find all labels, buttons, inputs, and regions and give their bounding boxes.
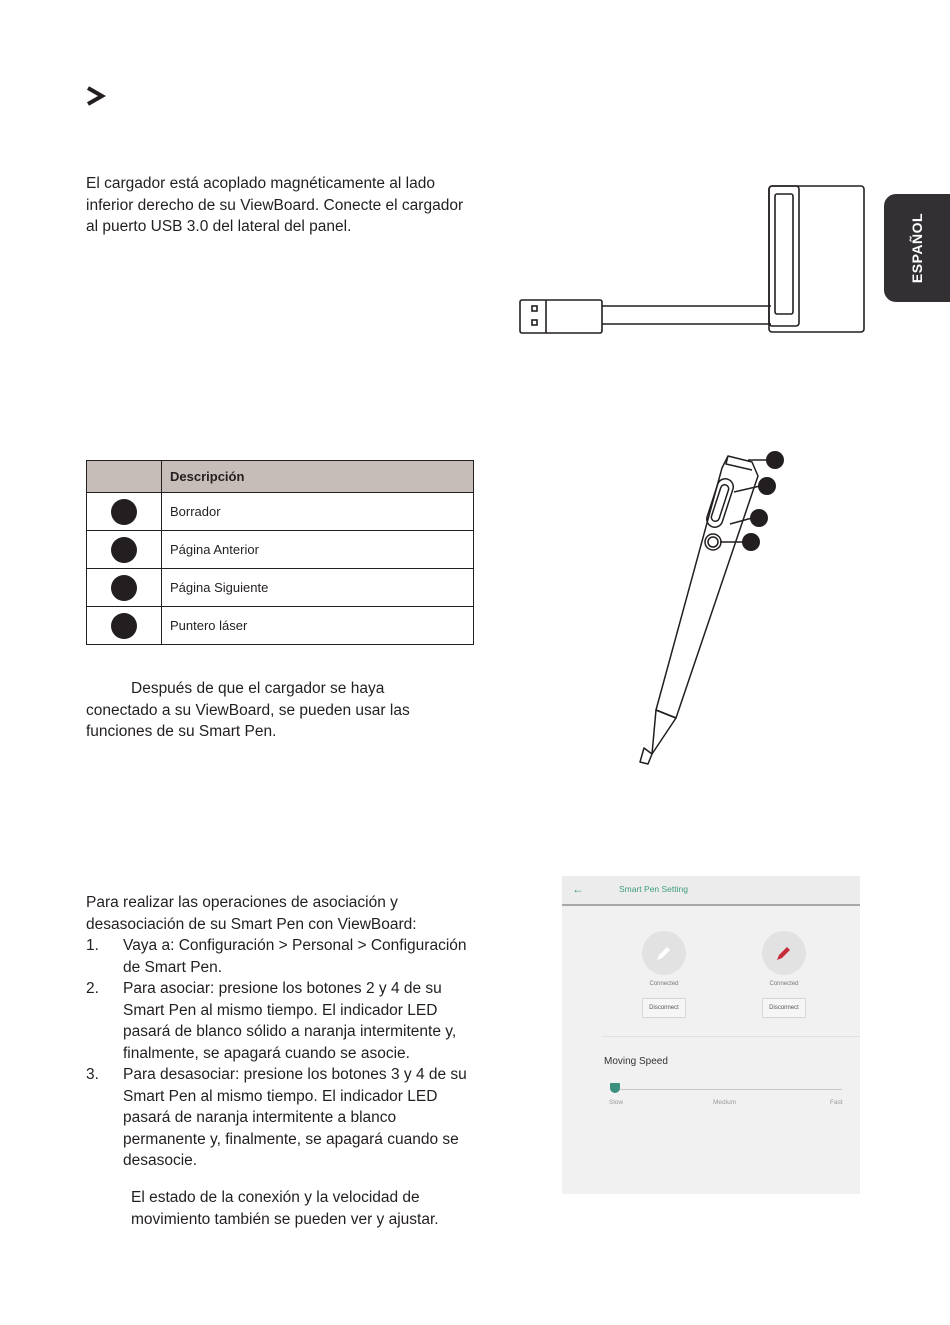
settings-title: Smart Pen Setting bbox=[619, 884, 688, 894]
list-item bbox=[86, 1064, 474, 1172]
button-number-marker bbox=[111, 499, 137, 525]
chevron-right-icon bbox=[86, 86, 106, 106]
pen-1-disconnect-button[interactable]: Disconnect bbox=[642, 998, 686, 1018]
charger-illustration bbox=[516, 180, 868, 335]
speed-label-fast: Fast bbox=[830, 1099, 843, 1106]
list-item bbox=[86, 978, 474, 1064]
list-number: 2. bbox=[86, 980, 99, 997]
table-row bbox=[87, 607, 474, 645]
pen-1-status: Connected bbox=[649, 981, 679, 987]
list-number: 3. bbox=[86, 1066, 99, 1083]
list-text: Para asociar: presione los botones 2 y 4 de su Smart Pen al mismo tiempo. El indicador LED pasará de blanco sólido a naranja intermitente y, finalmente, se apagará cuando se asocie. bbox=[123, 980, 457, 1062]
speed-label-slow: Slow bbox=[609, 1099, 624, 1106]
usage-paragraph: Después de que el cargador se haya conectado a su ViewBoard, se pueden usar las funciones de su Smart Pen. bbox=[86, 680, 410, 740]
pairing-intro: Para realizar las operaciones de asociación y desasociación de su Smart Pen con ViewBoard: bbox=[86, 894, 417, 933]
moving-speed-title: Moving Speed bbox=[604, 1056, 668, 1067]
pen-1-icon bbox=[642, 931, 686, 975]
table-header-number bbox=[87, 461, 162, 493]
list-text: Vaya a: Configuración > Personal > Configuración de Smart Pen. bbox=[123, 937, 467, 976]
table-cell-description: Borrador bbox=[162, 493, 474, 531]
speed-slider-track[interactable] bbox=[612, 1089, 842, 1090]
pen-2-disconnect-button[interactable]: Disconnect bbox=[762, 998, 806, 1018]
smart-pen-illustration bbox=[630, 448, 790, 770]
table-cell-description: Puntero láser bbox=[162, 607, 474, 645]
list-item bbox=[86, 935, 474, 978]
table-header-row bbox=[87, 461, 474, 493]
table-row bbox=[87, 569, 474, 607]
pen-2-status: Connected bbox=[769, 981, 799, 987]
speed-slider-thumb[interactable] bbox=[610, 1083, 620, 1093]
pen-2-icon bbox=[762, 931, 806, 975]
divider bbox=[602, 1036, 860, 1037]
button-number-marker bbox=[111, 537, 137, 563]
language-tab-label: ESPAÑOL bbox=[909, 212, 925, 284]
arrow-left-icon[interactable]: ← bbox=[572, 882, 584, 896]
button-number-marker bbox=[111, 613, 137, 639]
table-row bbox=[87, 531, 474, 569]
table-header-description: Descripción bbox=[162, 461, 474, 493]
button-function-table bbox=[86, 460, 474, 645]
language-tab bbox=[884, 194, 950, 302]
list-text: Para desasociar: presione los botones 3 y 4 de su Smart Pen al mismo tiempo. El indicador LED pasará de naranja intermitente a blanco permanente y, finalmente, se apagará cuando se desasocie. bbox=[123, 1066, 467, 1169]
smart-pen-setting-screen bbox=[562, 876, 860, 1194]
table-cell-description: Página Siguiente bbox=[162, 569, 474, 607]
settings-header bbox=[562, 876, 860, 906]
list-number: 1. bbox=[86, 937, 99, 954]
pairing-instructions bbox=[86, 892, 474, 1172]
note-paragraph: El estado de la conexión y la velocidad de movimiento también se pueden ver y ajustar. bbox=[131, 1189, 439, 1228]
charger-paragraph: El cargador está acoplado magnéticamente al lado inferior derecho de su ViewBoard. Conecte el cargador al puerto USB 3.0 del lateral del panel. bbox=[86, 175, 464, 235]
button-number-marker bbox=[111, 575, 137, 601]
table-row bbox=[87, 493, 474, 531]
table-cell-description: Página Anterior bbox=[162, 531, 474, 569]
speed-label-medium: Medium bbox=[713, 1099, 737, 1106]
